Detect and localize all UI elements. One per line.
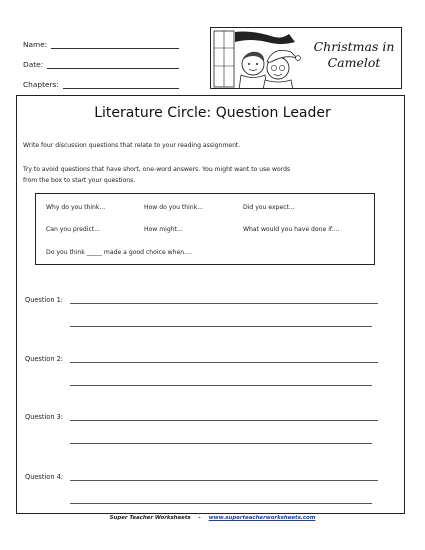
question-4-answer-line-1[interactable] <box>70 480 378 481</box>
chapters-label: Chapters: <box>23 80 59 89</box>
question-3-answer-line-2[interactable] <box>70 443 372 444</box>
instruction-1-text: Write four discussion questions that relate to your reading assignment. <box>23 142 241 149</box>
starter-how-might: How might... <box>144 226 183 233</box>
footer-url-link[interactable]: www.superteacherworksheets.com <box>208 515 316 521</box>
book-title-line-2: Camelot <box>327 55 381 70</box>
question-1-answer-line-2[interactable] <box>70 326 372 327</box>
question-1-answer-line-1[interactable] <box>70 303 378 304</box>
starter-what-would-you-have-done: What would you have done if.... <box>243 226 340 233</box>
question-2-answer-line-2[interactable] <box>70 385 372 386</box>
question-3-answer-line-1[interactable] <box>70 420 378 421</box>
instruction-2 <box>23 165 290 186</box>
name-field[interactable] <box>23 40 179 49</box>
starter-do-you-think: Do you think _____ made a good choice when.... <box>46 249 192 256</box>
footer-separator: - <box>198 515 201 521</box>
question-1-label: Question 1: <box>25 296 64 304</box>
instruction-2-line-2: from the box to start your questions. <box>23 176 136 184</box>
starter-can-you-predict: Can you predict... <box>46 226 101 233</box>
instruction-1 <box>23 141 240 152</box>
date-label: Date: <box>23 60 44 69</box>
question-4-label: Question 4: <box>25 473 64 481</box>
starter-how-do-you-think: How do you think... <box>144 204 204 211</box>
name-line[interactable] <box>51 40 179 49</box>
name-label: Name: <box>23 40 48 49</box>
question-2-answer-line-1[interactable] <box>70 362 378 363</box>
question-3-label: Question 3: <box>25 413 64 421</box>
book-title-line-1: Christmas in <box>313 39 395 54</box>
question-4-answer-line-2[interactable] <box>70 503 372 504</box>
footer-brand: Super Teacher Worksheets <box>109 515 191 521</box>
worksheet-title: Literature Circle: Question Leader <box>94 105 331 121</box>
date-line[interactable] <box>47 60 179 69</box>
instruction-2-line-1: Try to avoid questions that have short, one-word answers. You might want to use words <box>23 166 291 173</box>
date-field[interactable] <box>23 60 179 69</box>
question-starters-box <box>35 193 375 265</box>
chapters-field[interactable] <box>23 80 179 89</box>
chapters-line[interactable] <box>63 80 179 89</box>
worksheet-box <box>16 95 405 514</box>
starter-why-do-you-think: Why do you think... <box>46 204 106 211</box>
starter-did-you-expect: Did you expect... <box>243 204 295 211</box>
book-title-box <box>210 27 402 89</box>
book-title <box>308 39 400 71</box>
question-2-label: Question 2: <box>25 355 64 363</box>
footer <box>0 515 425 521</box>
